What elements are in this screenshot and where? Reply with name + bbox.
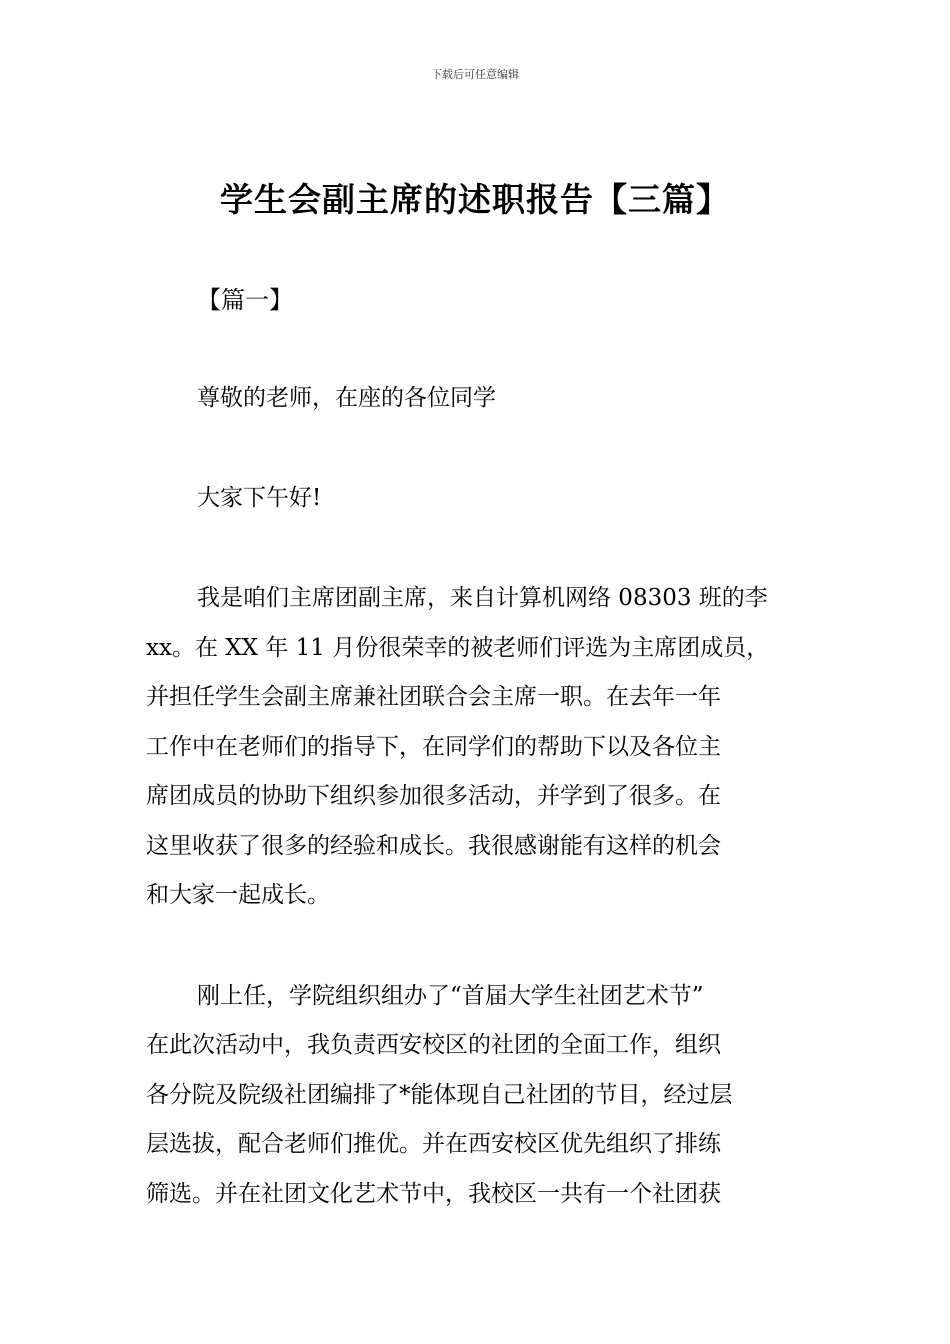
salutation: 尊敬的老师，在座的各位同学 — [197, 385, 496, 411]
document-title: 学生会副主席的述职报告【三篇】 — [220, 180, 730, 219]
paragraph-2-line: 层选拔，配合老师们推优。并在西安校区优先组织了排练 — [146, 1131, 721, 1157]
paragraph-2-line: 各分院及院级社团编排了*能体现自己社团的节目，经过层 — [146, 1082, 733, 1108]
paragraph-1-line: 这里收获了很多的经验和成长。我很感谢能有这样的机会 — [146, 833, 721, 859]
paragraph-1-line: xx。在 XX 年 11 月份很荣幸的被老师们评选为主席团成员， — [146, 635, 770, 661]
paragraph-1-line: 工作中在老师们的指导下，在同学们的帮助下以及各位主 — [146, 734, 721, 760]
paragraph-2-line: 筛选。并在社团文化艺术节中，我校区一共有一个社团获 — [146, 1181, 721, 1207]
paragraph-1-line: 我是咱们主席团副主席，来自计算机网络 08303 班的李 — [197, 585, 768, 611]
paragraph-2-line: 在此次活动中，我负责西安校区的社团的全面工作，组织 — [146, 1032, 721, 1058]
paragraph-2-line: 刚上任，学院组织组办了“首届大学生社团艺术节” — [197, 983, 704, 1009]
section-heading: 【篇一】 — [197, 286, 293, 314]
paragraph-1-line: 并担任学生会副主席兼社团联合会主席一职。在去年一年 — [146, 684, 721, 710]
paragraph-1-line: 席团成员的协助下组织参加很多活动，并学到了很多。在 — [146, 783, 721, 809]
paragraph-1-line: 和大家一起成长。 — [146, 882, 330, 908]
header-note: 下载后可任意编辑 — [431, 68, 519, 81]
greeting: 大家下午好! — [197, 485, 322, 511]
